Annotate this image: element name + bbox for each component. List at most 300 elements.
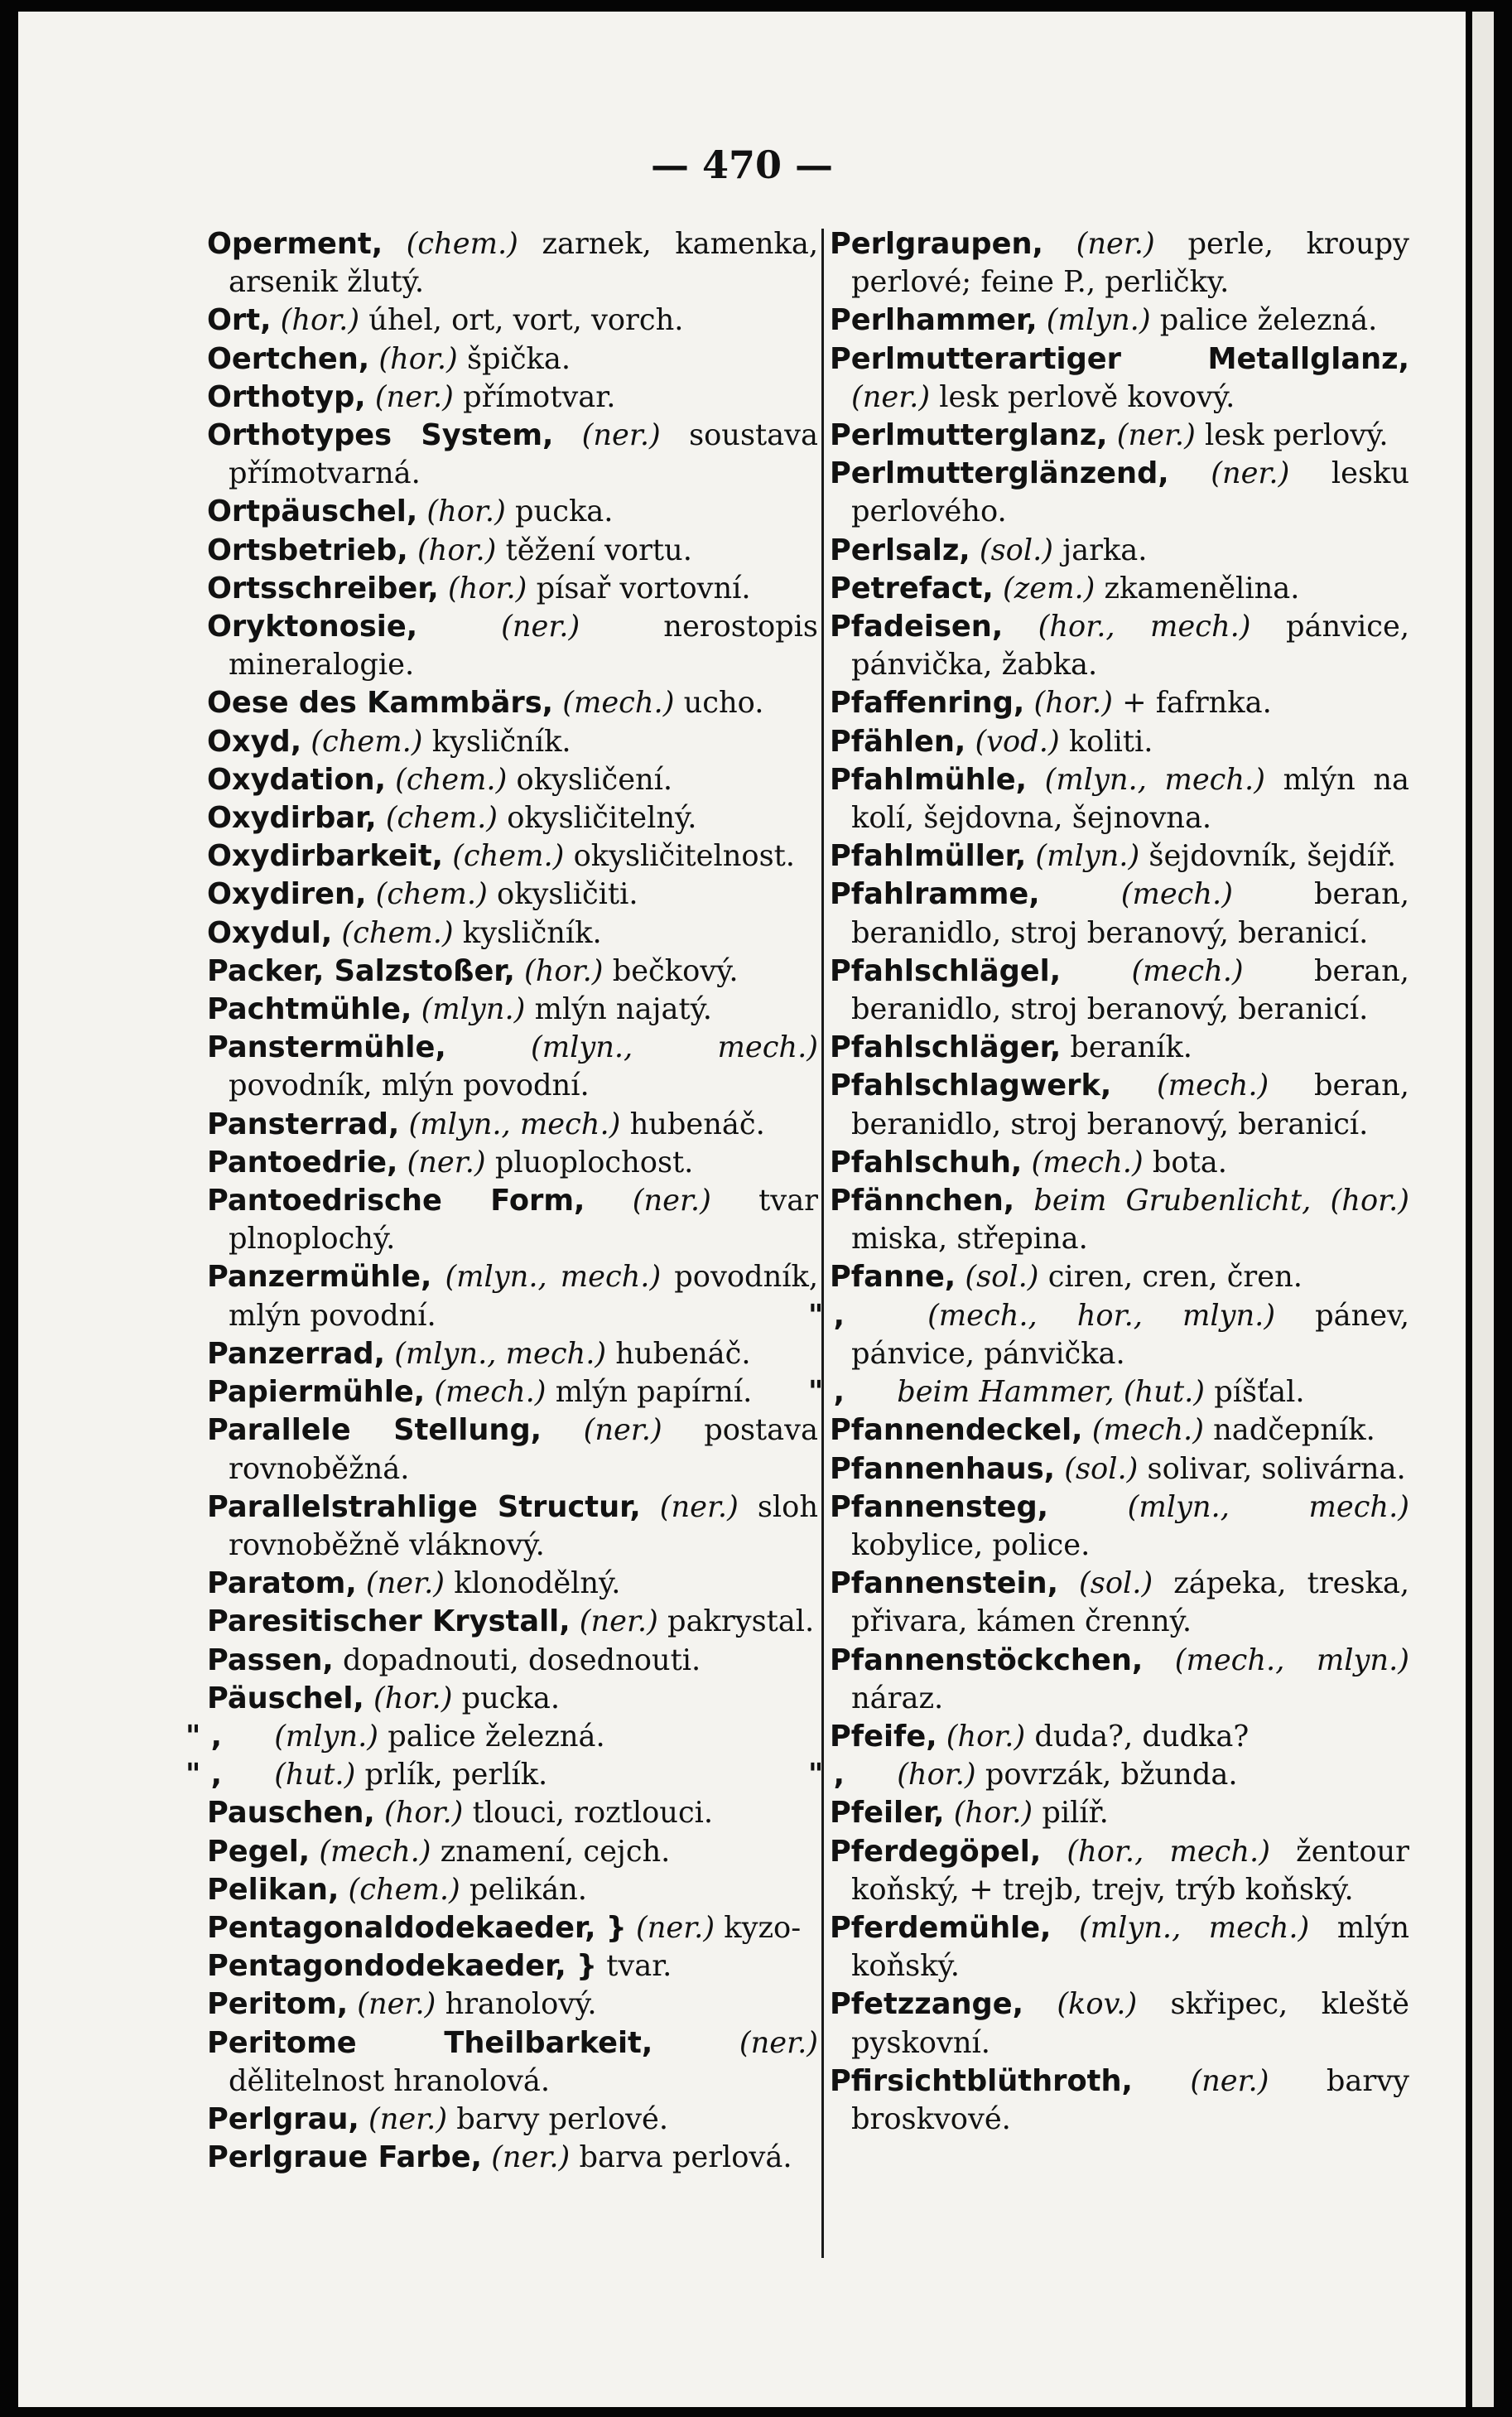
entry-domain: (ner.): [1076, 227, 1155, 261]
entry-domain: (hor.): [383, 1796, 464, 1831]
dictionary-entry: [830, 417, 1409, 455]
dictionary-entry: [207, 684, 818, 722]
entry-domain: (mech., hor., mlyn.): [927, 1298, 1276, 1333]
entry-domain: (hor.): [426, 494, 506, 529]
entry-definition: okysličitelný.: [507, 801, 697, 836]
dictionary-entry: [830, 837, 1409, 876]
entry-headword: Pfahlmüller,: [830, 839, 1027, 874]
entry-domain: (hor.): [524, 953, 604, 988]
entry-headword: Pauschen,: [207, 1796, 375, 1831]
entry-definition: palice železná.: [1159, 303, 1378, 338]
dictionary-page: [18, 12, 1466, 2407]
entry-headword: Peritom,: [207, 1987, 349, 2022]
dictionary-entry: [185, 1718, 818, 1756]
entry-definition: těžení vortu.: [505, 533, 692, 567]
dictionary-entry: [830, 1642, 1409, 1718]
entry-headword: Papiermühle,: [207, 1375, 426, 1410]
entry-domain: (ner.): [501, 610, 580, 644]
dictionary-entry: [207, 876, 818, 914]
entry-definition: úhel, ort, vort, vorch.: [368, 303, 684, 338]
entry-domain: (hut.): [274, 1758, 356, 1792]
entry-headword: " ,: [808, 1375, 845, 1410]
dictionary-entry: [207, 1603, 818, 1641]
entry-headword: Perlgraupen,: [830, 227, 1043, 261]
entry-domain: (mech.): [434, 1375, 547, 1410]
dictionary-entry: [207, 1411, 818, 1488]
entry-domain: (mech.): [562, 686, 675, 721]
entry-definition: povodník, mlýn povodní.: [229, 1069, 590, 1103]
dictionary-entry: [207, 1182, 818, 1258]
entry-domain: (hor.): [953, 1796, 1033, 1831]
entry-headword: Perlsalz,: [830, 533, 970, 567]
entry-domain: (hor.): [280, 303, 360, 338]
dictionary-entry: [207, 1909, 818, 1947]
entry-headword: Parallele Stellung,: [207, 1413, 542, 1448]
entry-domain: (hor.): [1033, 686, 1113, 721]
entry-definition: mlýn papírní.: [555, 1375, 753, 1410]
dictionary-entry: [830, 455, 1409, 531]
entry-domain: (mlyn.): [421, 992, 526, 1027]
entry-headword: Oryktonosie,: [207, 610, 418, 644]
dictionary-entry: [207, 837, 818, 876]
dictionary-entry: [207, 1947, 818, 1985]
entry-headword: " ,: [185, 1719, 222, 1754]
entry-domain: (chem.): [375, 877, 488, 912]
entry-headword: Ort,: [207, 303, 272, 338]
entry-domain: (chem.): [406, 227, 518, 261]
entry-headword: Panzermühle,: [207, 1260, 432, 1295]
entry-definition: pluoplochost.: [494, 1145, 694, 1180]
entry-definition: mlýn najatý.: [534, 992, 712, 1027]
entry-definition: zápeka, treska, přivara, kámen črenný.: [851, 1566, 1410, 1639]
entry-definition: beran, beranidlo, stroj beranový, beranicí.: [851, 877, 1410, 950]
entry-definition: kysličník.: [431, 724, 571, 759]
entry-headword: Pfahlmühle,: [830, 762, 1028, 797]
entry-domain: (hor.): [417, 533, 497, 567]
entry-headword: Pferdegöpel,: [830, 1834, 1042, 1869]
entry-domain: (chem.): [341, 915, 454, 950]
entry-definition: okysličiti.: [497, 877, 638, 912]
dictionary-entry: [207, 417, 818, 493]
dictionary-entry: [207, 1335, 818, 1373]
entry-domain: (mlyn., mech.): [1127, 1489, 1409, 1524]
entry-definition: šejdovník, šejdíř.: [1148, 839, 1397, 874]
entry-headword: Pfahlschlagwerk,: [830, 1069, 1112, 1103]
entry-domain: (sol.): [979, 533, 1053, 567]
entry-definition: lesk perlově kovový.: [939, 379, 1235, 414]
entry-domain: (ner.): [1190, 2063, 1269, 2098]
entry-domain: (chem.): [348, 1872, 460, 1907]
entry-domain: (hor.): [897, 1758, 976, 1792]
dictionary-entry: [830, 1029, 1409, 1067]
entry-headword: Pfahlramme,: [830, 877, 1040, 912]
entry-headword: Oxyd,: [207, 724, 302, 759]
entry-headword: Panstermühle,: [207, 1030, 446, 1065]
entry-headword: Pfännchen,: [830, 1184, 1015, 1218]
entry-domain: (mech.): [1157, 1069, 1269, 1103]
entry-headword: Perlgrau,: [207, 2101, 359, 2136]
entry-definition: barvy broskvové.: [851, 2063, 1409, 2136]
entry-domain: (hor.): [946, 1719, 1026, 1754]
entry-domain: (chem.): [452, 839, 565, 874]
dictionary-entry: [830, 1067, 1409, 1143]
entry-headword: Orthotyp,: [207, 379, 366, 414]
entry-domain: (ner.): [374, 379, 454, 414]
entry-headword: Oese des Kammbärs,: [207, 686, 554, 721]
dictionary-entry: [207, 2139, 818, 2177]
dictionary-entry: [207, 953, 818, 991]
entry-domain: (mech., mlyn.): [1174, 1643, 1410, 1677]
entry-headword: Oxydirbarkeit,: [207, 839, 444, 874]
dictionary-entry: [207, 225, 818, 302]
entry-definition: znamení, cejch.: [440, 1834, 671, 1869]
dictionary-entry: [808, 1373, 1409, 1411]
entry-headword: Pachtmühle,: [207, 992, 412, 1027]
entry-domain: (ner.): [368, 2101, 448, 2136]
entry-headword: Pfadeisen,: [830, 610, 1004, 644]
entry-headword: Ortsbetrieb,: [207, 533, 408, 567]
entry-definition: jarka.: [1062, 533, 1148, 567]
entry-domain: (ner.): [851, 379, 931, 414]
entry-domain: (sol.): [1079, 1566, 1153, 1601]
entry-domain: beim Grubenlicht, (hor.): [1033, 1184, 1409, 1218]
entry-definition: okysličení.: [516, 762, 673, 797]
entry-headword: Pfeiler,: [830, 1796, 945, 1831]
dictionary-entry: [207, 1642, 818, 1680]
entry-definition: kyzo-: [724, 1910, 802, 1945]
next-page-edge: [1472, 12, 1494, 2407]
entry-definition: beran, beranidlo, stroj beranový, beranicí.: [851, 953, 1409, 1027]
dictionary-entry: [207, 1106, 818, 1144]
entry-domain: (mlyn., mech.): [1044, 762, 1265, 797]
entry-headword: Pfannenstein,: [830, 1566, 1058, 1601]
dictionary-entry: [207, 1794, 818, 1832]
dictionary-entry: [830, 608, 1409, 684]
dictionary-entry: [207, 1985, 818, 2024]
entry-headword: " ,: [808, 1298, 845, 1333]
entry-headword: Pfannendeckel,: [830, 1413, 1083, 1448]
dictionary-entry: [830, 723, 1409, 761]
entry-domain: (ner.): [491, 2140, 571, 2175]
entry-domain: (hor.): [373, 1681, 453, 1715]
entry-domain: (mech.): [1120, 877, 1233, 912]
entry-domain: (mlyn., mech.): [394, 1336, 607, 1371]
entry-domain: (ner.): [1116, 418, 1196, 453]
dictionary-entry: [207, 991, 818, 1029]
entry-definition: beraník.: [1070, 1030, 1192, 1065]
entry-definition: tlouci, roztlouci.: [472, 1796, 714, 1831]
entry-definition: solivar, solivárna.: [1147, 1451, 1406, 1486]
dictionary-entry: [830, 340, 1409, 417]
dictionary-entry: [207, 608, 818, 684]
entry-headword: Perlmutterglanz,: [830, 418, 1108, 453]
entry-definition: pelikán.: [469, 1872, 587, 1907]
dictionary-entry: [207, 761, 818, 799]
entry-definition: kobylice, police.: [851, 1527, 1091, 1562]
entry-headword: " ,: [185, 1758, 222, 1792]
entry-headword: Perlgraue Farbe,: [207, 2140, 483, 2175]
entry-headword: Parallelstrahlige Structur,: [207, 1489, 641, 1524]
entry-domain: (mlyn., mech.): [408, 1107, 621, 1141]
entry-definition: tvar.: [606, 1949, 672, 1984]
entry-definition: nadčepník.: [1213, 1413, 1375, 1448]
entry-definition: pucka.: [461, 1681, 561, 1715]
entry-domain: (mech.): [1091, 1413, 1204, 1448]
entry-definition: pucka.: [515, 494, 614, 529]
dictionary-entry: [830, 761, 1409, 837]
entry-definition: hubenáč.: [615, 1336, 751, 1371]
dictionary-entry: [830, 684, 1409, 722]
dictionary-entry: [830, 532, 1409, 570]
entry-definition: dělitelnost hranolová.: [229, 2063, 551, 2098]
dictionary-entry: [830, 1450, 1409, 1488]
entry-headword: Pfannensteg,: [830, 1489, 1049, 1524]
entry-domain: (ner.): [579, 1604, 658, 1639]
dictionary-entry: [207, 1565, 818, 1603]
dictionary-entry: [207, 1258, 818, 1334]
entry-definition: přímotvar.: [463, 379, 616, 414]
dictionary-entry: [830, 1258, 1409, 1296]
entry-domain: (mech.): [1131, 953, 1244, 988]
entry-headword: Paratom,: [207, 1566, 357, 1601]
entry-headword: Oxydirbar,: [207, 801, 377, 836]
dictionary-entry: [830, 1565, 1409, 1641]
entry-definition: zkamenělina.: [1104, 571, 1300, 605]
entry-domain: (mlyn.): [274, 1719, 378, 1754]
entry-definition: nerostopis mineralogie.: [229, 610, 818, 683]
entry-domain: (hor., mech.): [1038, 610, 1251, 644]
entry-definition: barva perlová.: [579, 2140, 792, 2175]
dictionary-entry: [830, 570, 1409, 608]
entry-definition: žentour koňský, + trejb, trejv, trýb koňský.: [851, 1834, 1409, 1907]
entry-domain: (mlyn.): [1046, 303, 1151, 338]
entry-definition: miska, střepina.: [851, 1222, 1088, 1257]
entry-headword: Pantoedrie,: [207, 1145, 398, 1180]
entry-headword: Pfannenhaus,: [830, 1451, 1056, 1486]
entry-domain: (mech.): [1031, 1145, 1144, 1180]
entry-definition: povrzák, bžunda.: [985, 1758, 1238, 1792]
entry-definition: pánev, pánvice, pánvička.: [851, 1298, 1410, 1371]
entry-headword: Oxydiren,: [207, 877, 367, 912]
dictionary-entry: [207, 493, 818, 531]
entry-headword: Pegel,: [207, 1834, 311, 1869]
entry-headword: Petrefact,: [830, 571, 994, 605]
entry-definition: pánvice, pánvička, žabka.: [851, 610, 1410, 683]
entry-definition: perle, kroupy perlové; feine P., perličky.: [851, 227, 1410, 300]
dictionary-entry: [207, 1144, 818, 1182]
entry-definition: mlýn na kolí, šejdovna, šejnovna.: [851, 762, 1409, 836]
entry-headword: Pfirsichtblüthroth,: [830, 2063, 1133, 2098]
entry-domain: (kov.): [1057, 1987, 1138, 2022]
dictionary-entry: [830, 1833, 1409, 1909]
entry-headword: Operment,: [207, 227, 383, 261]
entry-domain: (mlyn.): [1035, 839, 1140, 874]
dictionary-entry: [207, 1488, 818, 1565]
entry-domain: (ner.): [739, 2025, 818, 2060]
entry-definition: zarnek, kamenka, arsenik žlutý.: [229, 227, 818, 300]
column-divider: [821, 229, 824, 2258]
dictionary-entry: [830, 1985, 1409, 2062]
dictionary-entry: [830, 225, 1409, 302]
entry-domain: (ner.): [357, 1987, 436, 2022]
entry-definition: pilíř.: [1042, 1796, 1109, 1831]
dictionary-entry: [207, 1680, 818, 1718]
entry-definition: lesku perlového.: [851, 456, 1410, 529]
entry-headword: Oertchen,: [207, 341, 370, 376]
entry-definition: duda?, dudka?: [1034, 1719, 1250, 1754]
dictionary-entry: [830, 1411, 1409, 1450]
entry-headword: Päuschel,: [207, 1681, 364, 1715]
page-number: — 470 —: [650, 142, 834, 187]
entry-definition: sloh rovnoběžně vláknový.: [229, 1489, 818, 1562]
entry-domain: (ner.): [659, 1489, 739, 1524]
entry-headword: Peritome Theilbarkeit,: [207, 2025, 653, 2060]
entry-headword: Perlhammer,: [830, 303, 1038, 338]
entry-domain: (ner.): [583, 1413, 662, 1448]
dictionary-entry: [185, 1756, 818, 1794]
dictionary-entry: [830, 1909, 1409, 1985]
dictionary-entry: [207, 340, 818, 379]
dictionary-entry: [830, 1718, 1409, 1756]
entry-definition: soustava přímotvarná.: [229, 418, 819, 491]
entry-definition: pakrystal.: [667, 1604, 815, 1639]
entry-headword: Pentagonaldodekaeder, }: [207, 1910, 627, 1945]
entry-domain: (ner.): [632, 1184, 711, 1218]
entry-definition: postava rovnoběžná.: [229, 1413, 818, 1486]
entry-headword: Pentagondodekaeder, }: [207, 1949, 598, 1984]
entry-headword: Pfaffenring,: [830, 686, 1025, 721]
dictionary-entry: [207, 799, 818, 837]
entry-definition: hranolový.: [445, 1987, 597, 2022]
entry-definition: hubenáč.: [629, 1107, 765, 1141]
entry-domain: (chem.): [385, 801, 498, 836]
entry-definition: barvy perlové.: [456, 2101, 669, 2136]
entry-headword: Ortpäuschel,: [207, 494, 418, 529]
entry-domain: (ner.): [581, 418, 661, 453]
dictionary-entry: [830, 1182, 1409, 1258]
entry-definition: koliti.: [1068, 724, 1153, 759]
entry-domain: (zem.): [1002, 571, 1095, 605]
entry-domain: beim Hammer, (hut.): [897, 1375, 1205, 1410]
dictionary-entry: [207, 570, 818, 608]
dictionary-entry: [207, 1833, 818, 1871]
entry-definition: + fafrnka.: [1122, 686, 1272, 721]
entry-domain: (hor.): [378, 341, 458, 376]
entry-definition: špička.: [466, 341, 571, 376]
entry-headword: Pfählen,: [830, 724, 966, 759]
entry-headword: Ortsschreiber,: [207, 571, 439, 605]
entry-domain: (ner.): [636, 1910, 715, 1945]
entry-headword: Oxydation,: [207, 762, 386, 797]
dictionary-entry: [830, 2062, 1409, 2139]
entry-definition: kysličník.: [462, 915, 602, 950]
entry-definition: povodník, mlýn povodní.: [229, 1260, 819, 1333]
entry-definition: dopadnouti, dosednouti.: [342, 1643, 701, 1677]
dictionary-entry: [207, 1029, 818, 1105]
entry-definition: píšťal.: [1214, 1375, 1305, 1410]
dictionary-entry: [207, 379, 818, 417]
dictionary-entry: [207, 2101, 818, 2139]
dictionary-entry: [207, 1373, 818, 1411]
entry-headword: Paresitischer Krystall,: [207, 1604, 571, 1639]
dictionary-entry: [830, 953, 1409, 1029]
entry-domain: (vod.): [975, 724, 1060, 759]
entry-headword: Pferdemühle,: [830, 1910, 1052, 1945]
entry-definition: mlýn koňský.: [851, 1910, 1410, 1984]
entry-headword: Pfahlschläger,: [830, 1030, 1062, 1065]
entry-headword: Orthotypes System,: [207, 418, 554, 453]
right-column: [808, 225, 1410, 2139]
entry-headword: Pantoedrische Form,: [207, 1184, 585, 1218]
entry-domain: (hor., mech.): [1067, 1834, 1270, 1869]
entry-domain: (mlyn., mech.): [1079, 1910, 1310, 1945]
dictionary-entry: [830, 876, 1409, 952]
dictionary-entry: [207, 723, 818, 761]
entry-definition: klonodělný.: [454, 1566, 621, 1601]
dictionary-entry: [207, 532, 818, 570]
entry-headword: Oxydul,: [207, 915, 333, 950]
entry-definition: prlík, perlík.: [364, 1758, 548, 1792]
entry-domain: (chem.): [311, 724, 423, 759]
entry-headword: " ,: [808, 1758, 845, 1792]
entry-domain: (mlyn., mech.): [445, 1260, 662, 1295]
entry-headword: Pansterrad,: [207, 1107, 400, 1141]
entry-domain: (mlyn., mech.): [530, 1030, 819, 1065]
entry-headword: Pfeife,: [830, 1719, 937, 1754]
entry-domain: (chem.): [395, 762, 508, 797]
entry-headword: Pfahlschlägel,: [830, 953, 1062, 988]
entry-definition: ucho.: [683, 686, 764, 721]
entry-domain: (sol.): [1064, 1451, 1139, 1486]
entry-definition: bečkový.: [612, 953, 739, 988]
entry-headword: Passen,: [207, 1643, 334, 1677]
entry-definition: beran, beranidlo, stroj beranový, beranicí.: [851, 1069, 1409, 1141]
entry-headword: Pelikan,: [207, 1872, 339, 1907]
dictionary-entry: [830, 1144, 1409, 1182]
entry-definition: palice železná.: [388, 1719, 605, 1754]
dictionary-entry: [830, 1488, 1409, 1565]
left-column: [185, 225, 819, 2177]
entry-headword: Pfetzzange,: [830, 1987, 1023, 2022]
entry-domain: (ner.): [365, 1566, 445, 1601]
dictionary-entry: [808, 1756, 1409, 1794]
dictionary-entry: [207, 2024, 818, 2101]
entry-domain: (mech.): [319, 1834, 431, 1869]
entry-definition: ciren, cren, čren.: [1047, 1260, 1303, 1295]
entry-definition: náraz.: [851, 1681, 944, 1715]
dictionary-entry: [808, 1297, 1410, 1373]
entry-headword: Pfanne,: [830, 1260, 956, 1295]
entry-domain: (ner.): [407, 1145, 486, 1180]
entry-definition: bota.: [1152, 1145, 1227, 1180]
entry-headword: Pfannenstöckchen,: [830, 1643, 1144, 1677]
entry-definition: písař vortovní.: [536, 571, 751, 605]
dictionary-entry: [207, 302, 818, 340]
entry-domain: (sol.): [965, 1260, 1039, 1295]
entry-domain: (hor.): [447, 571, 527, 605]
dictionary-entry: [207, 1871, 818, 1909]
entry-headword: Pfahlschuh,: [830, 1145, 1023, 1180]
dictionary-entry: [207, 914, 818, 953]
entry-domain: (ner.): [1211, 456, 1290, 491]
entry-definition: skřipec, kleště pyskovní.: [851, 1987, 1410, 2060]
dictionary-entry: [830, 302, 1409, 340]
dictionary-entry: [830, 1794, 1409, 1832]
entry-definition: okysličitelnost.: [573, 839, 795, 874]
entry-headword: Packer, Salzstoßer,: [207, 953, 515, 988]
entry-definition: lesk perlový.: [1205, 418, 1389, 453]
entry-headword: Panzerrad,: [207, 1336, 385, 1371]
